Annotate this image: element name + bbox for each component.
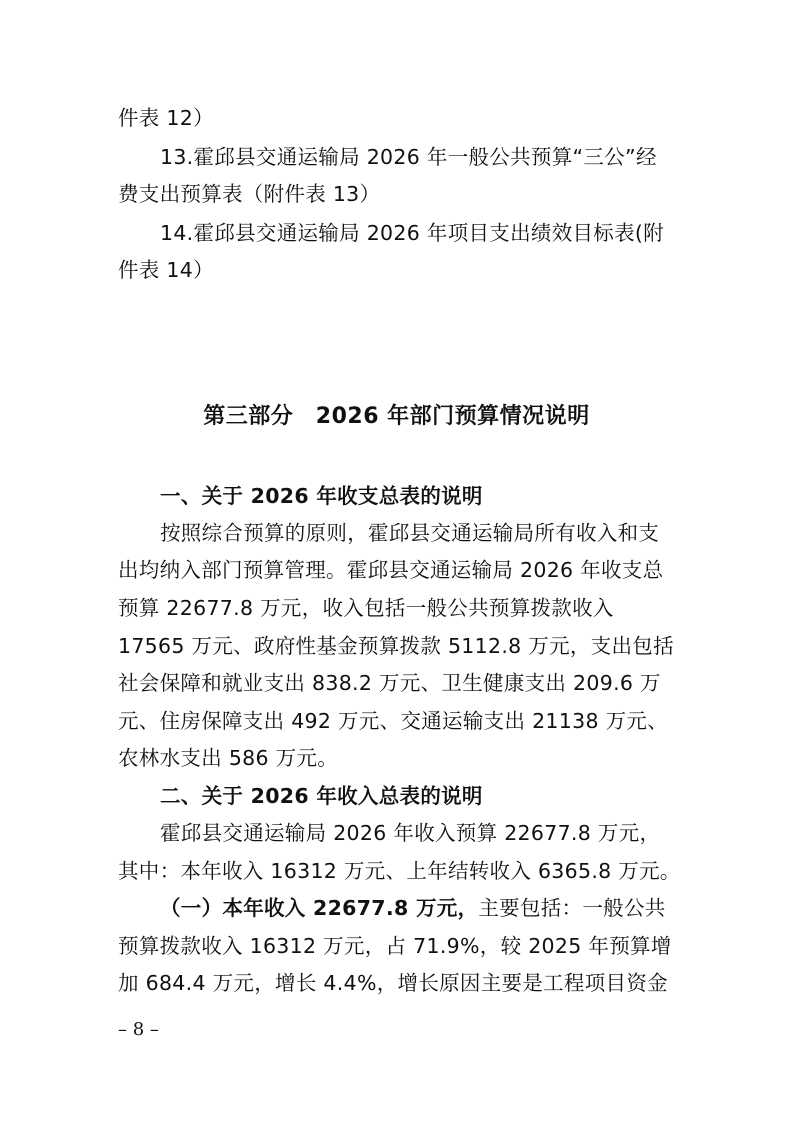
list-item-13-line-1: 13.霍邱县交通运输局 2026 年一般公共预算“三公”经: [160, 145, 657, 169]
section-1-line-5: 社会保障和就业支出 838.2 万元、卫生健康支出 209.6 万: [118, 671, 661, 695]
section-2-sub-1-line-1: [160, 894, 666, 922]
section-2-sub-1-rest: 主要包括：一般公共: [478, 896, 666, 920]
section-1-line-2: 出均纳入部门预算管理。霍邱县交通运输局 2026 年收支总: [118, 558, 664, 582]
list-item-12-continuation: 件表 12）: [118, 106, 214, 130]
section-1-line-6: 元、住房保障支出 492 万元、交通运输支出 21138 万元、: [118, 709, 669, 733]
section-2-sub-1-bold-lead: （一）本年收入 22677.8 万元，: [160, 896, 479, 920]
section-1-line-3: 预算 22677.8 万元，收入包括一般公共预算拨款收入: [118, 596, 614, 620]
section-2-line-1: 霍邱县交通运输局 2026 年收入预算 22677.8 万元，: [160, 821, 661, 845]
list-item-13-line-2: 费支出预算表（附件表 13）: [118, 182, 381, 206]
section-1-line-1: 按照综合预算的原则，霍邱县交通运输局所有收入和支: [160, 521, 660, 545]
section-2-sub-1-line-3: 加 684.4 万元，增长 4.4%，增长原因主要是工程项目资金: [118, 971, 668, 995]
section-2-line-2: 其中：本年收入 16312 万元、上年结转收入 6365.8 万元。: [118, 859, 681, 883]
section-1-line-7: 农林水支出 586 万元。: [118, 746, 339, 770]
part-title: 第三部分 2026 年部门预算情况说明: [203, 404, 590, 429]
section-1-heading: 一、关于 2026 年收支总表的说明: [160, 484, 483, 508]
section-2-sub-1-line-2: 预算拨款收入 16312 万元，占 71.9%，较 2025 年预算增: [118, 934, 672, 958]
section-1-line-4: 17565 万元、政府性基金预算拨款 5112.8 万元，支出包括: [118, 634, 674, 658]
page-number: – 8 –: [118, 1019, 159, 1040]
section-2-heading: 二、关于 2026 年收入总表的说明: [160, 784, 483, 808]
list-item-14-line-2: 件表 14）: [118, 258, 214, 282]
list-item-14-line-1: 14.霍邱县交通运输局 2026 年项目支出绩效目标表(附: [160, 221, 665, 245]
